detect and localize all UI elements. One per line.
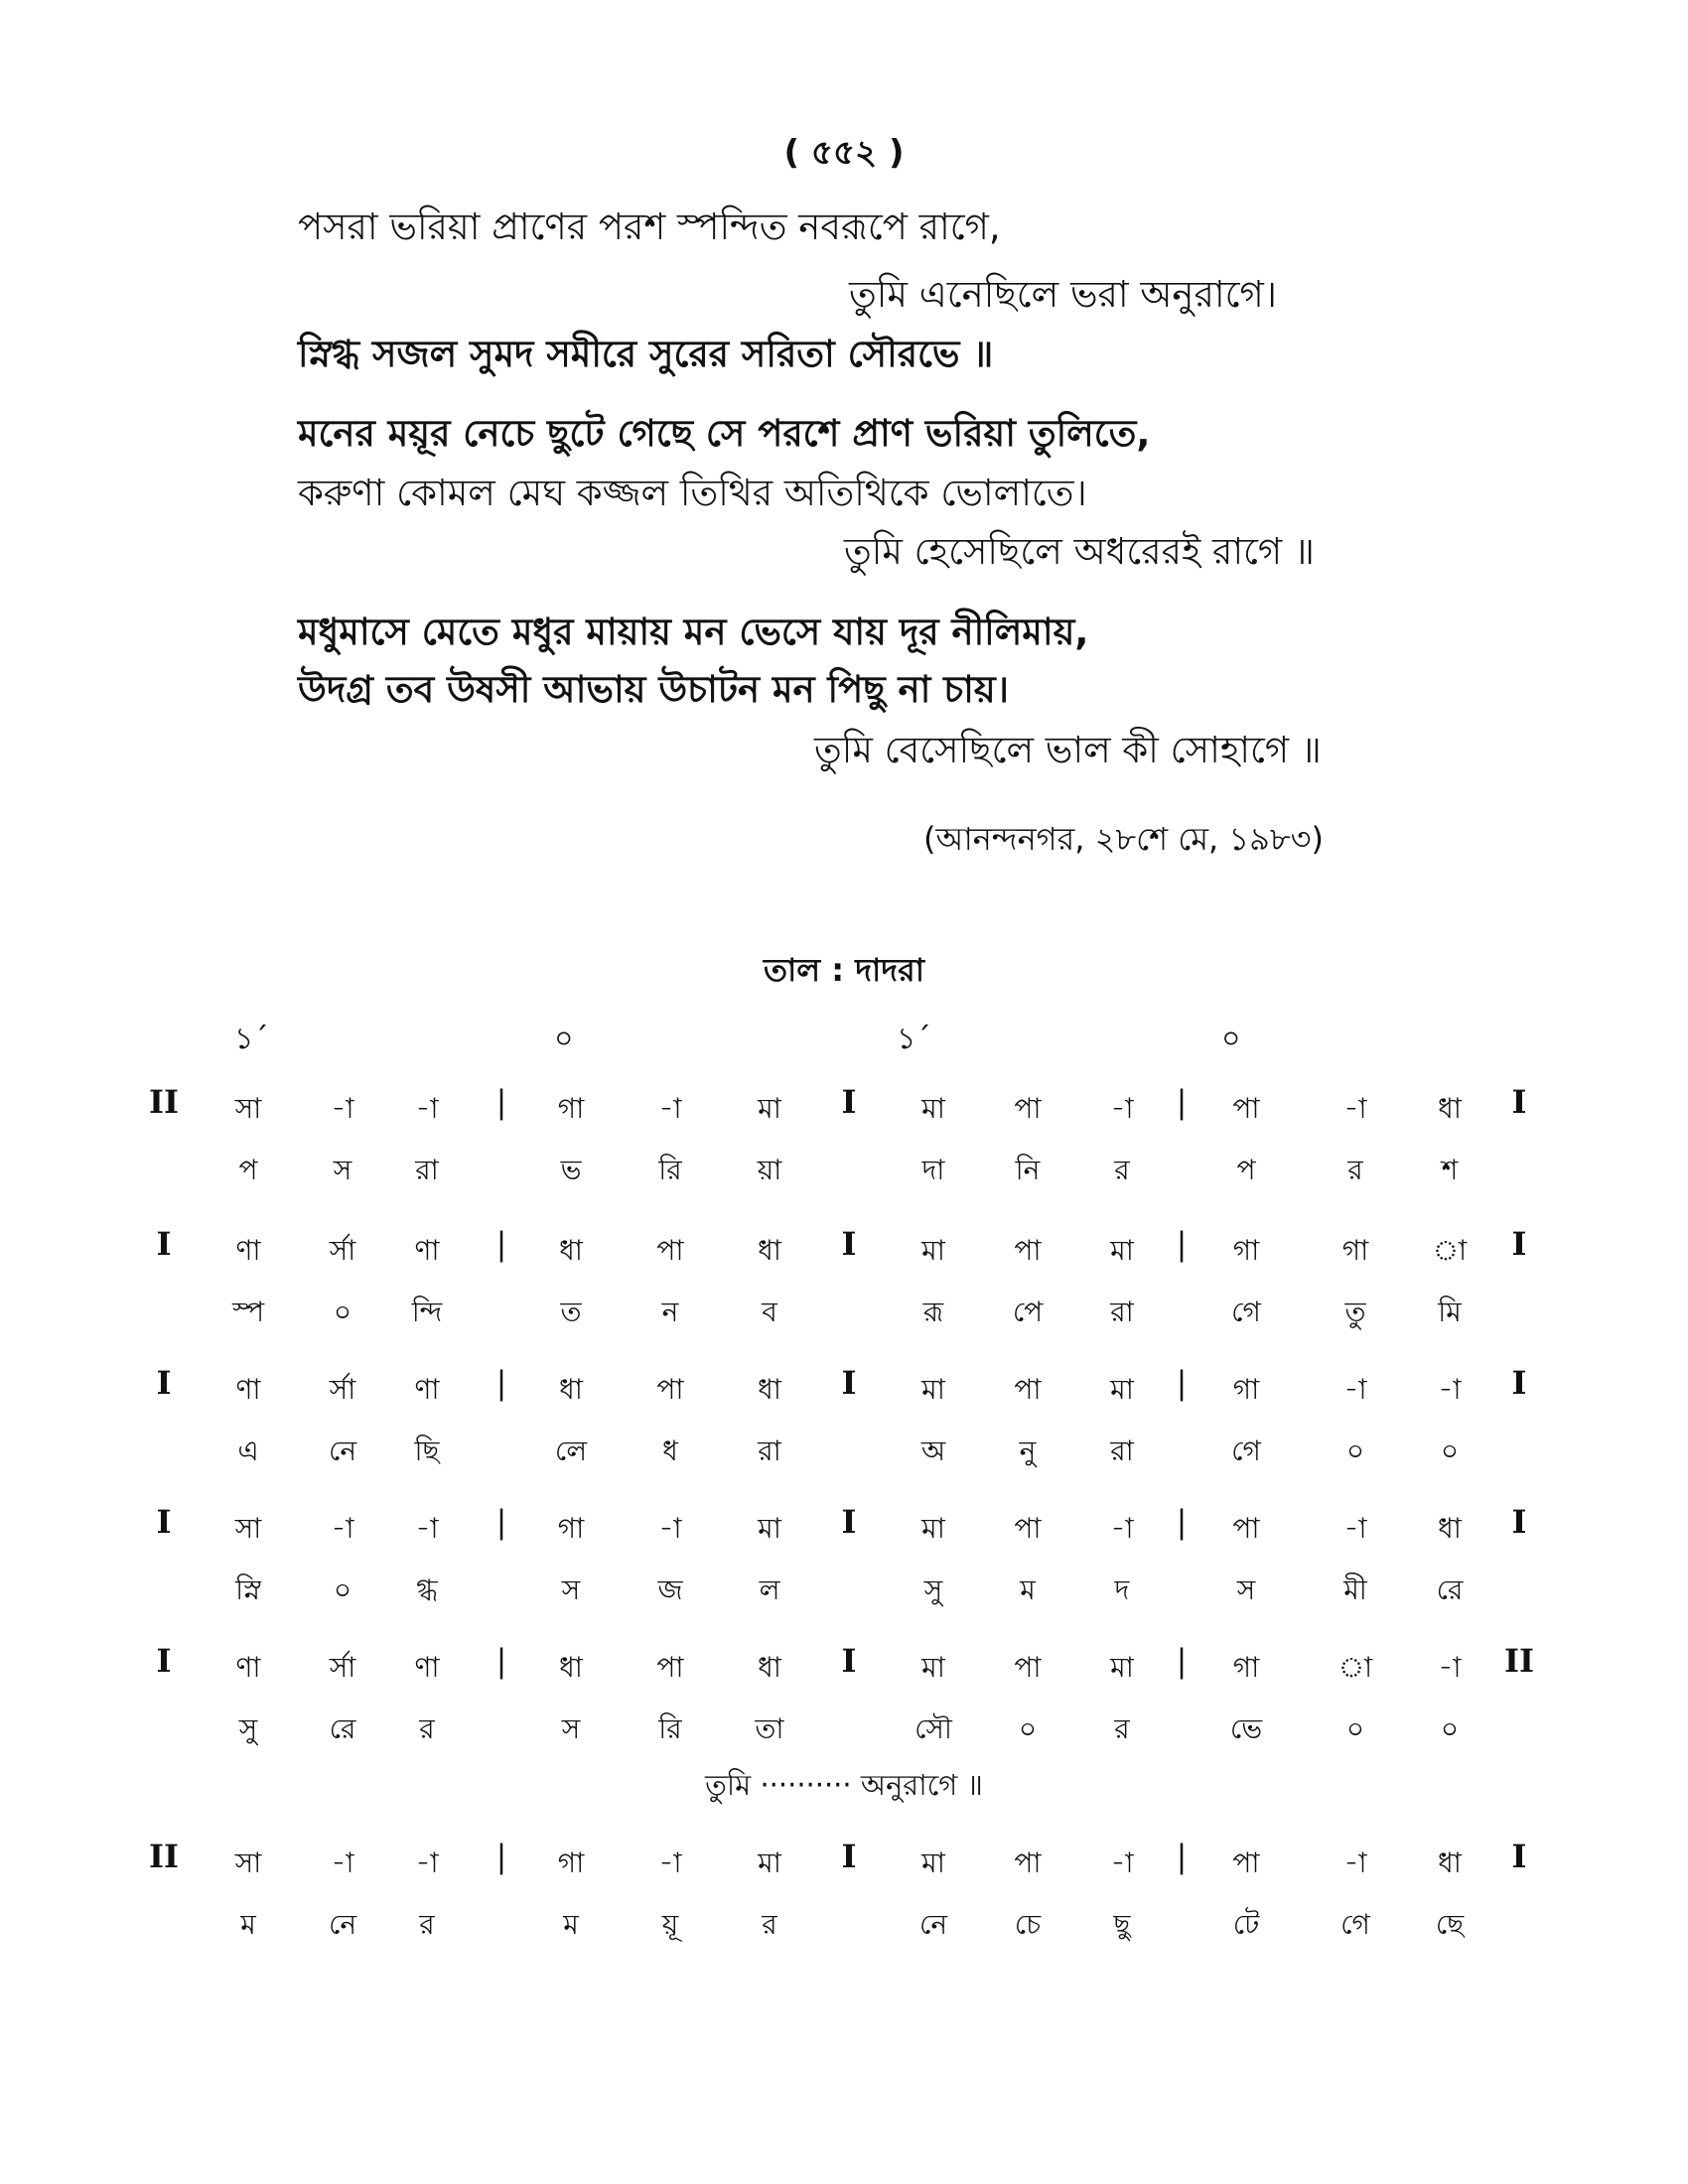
syllable-cell: ভ [560, 1154, 582, 1186]
syllable-cell: র [419, 1908, 435, 1941]
note-cell: -া [658, 1092, 682, 1125]
note-cell: -া [1438, 1651, 1462, 1684]
note-cell: পা [656, 1651, 684, 1684]
syllable-cell: পে [1012, 1296, 1044, 1328]
bar-start-marker: I [156, 1225, 172, 1263]
note-cell: ণা [414, 1234, 440, 1267]
syllable-cell: ছু [1113, 1908, 1131, 1941]
beat-separator: | [495, 1364, 507, 1402]
syllable-cell: স্প [231, 1296, 265, 1328]
syllable-cell: ০ [333, 1573, 352, 1606]
note-cell: ণা [414, 1373, 440, 1406]
note-cell: মা [921, 1373, 945, 1406]
note-cell: পা [1014, 1846, 1042, 1879]
note-cell: া [1432, 1234, 1468, 1267]
note-cell: গা [1232, 1373, 1260, 1406]
note-cell: -া [1438, 1373, 1462, 1406]
note-cell: মা [1110, 1234, 1134, 1267]
syllable-cell: রূ [922, 1296, 944, 1328]
note-cell: -া [1343, 1373, 1367, 1406]
note-cell: ণা [235, 1651, 261, 1684]
lyric-line: মনের ময়ূর নেচে ছুটে গেছে সে পরশে প্রাণ ভরিয়া তুলিতে, [298, 412, 1151, 455]
note-cell: ধা [1438, 1092, 1462, 1125]
syllable-cell: তা [755, 1712, 784, 1745]
bar-start-marker: I [156, 1503, 172, 1541]
lyric-line: উদগ্র তব উষসী আভায় উচাটন মন পিছু না চায়। [298, 668, 1009, 711]
syllable-cell: মী [1343, 1573, 1367, 1606]
note-cell: -া [415, 1512, 439, 1545]
lyric-line: তুমি এনেছিলে ভরা অনুরাগে। [849, 273, 1277, 316]
note-cell: -া [1343, 1512, 1367, 1545]
note-cell: গা [557, 1092, 585, 1125]
syllable-cell: রি [658, 1154, 682, 1186]
note-cell: ণা [235, 1373, 261, 1406]
beat-separator: | [1176, 1503, 1188, 1541]
syllable-cell: গ্ধ [416, 1573, 438, 1606]
note-cell: -া [1110, 1512, 1134, 1545]
syllable-cell: রা [758, 1434, 781, 1467]
syllable-cell: স [561, 1573, 581, 1606]
beat-separator: I [841, 1503, 857, 1541]
tal-label: তাল : দাদরা [764, 951, 924, 989]
bar-start-marker: I [156, 1642, 172, 1680]
syllable-cell: তু [1344, 1296, 1366, 1328]
syllable-cell: গে [1340, 1908, 1370, 1941]
beat-marker: ০ [554, 1022, 574, 1056]
syllable-cell: র [419, 1712, 435, 1745]
note-cell: মা [921, 1092, 945, 1125]
note-cell: সা [234, 1092, 262, 1125]
note-cell: মা [921, 1234, 945, 1267]
beat-separator: I [841, 1838, 857, 1875]
beat-marker: ০ [1221, 1022, 1241, 1056]
syllable-cell: ল [759, 1573, 780, 1606]
note-cell: ণা [235, 1234, 261, 1267]
note-cell: র্সা [329, 1373, 356, 1406]
beat-separator: I [841, 1225, 857, 1263]
syllable-cell: এ [237, 1434, 259, 1467]
note-cell: মা [758, 1512, 781, 1545]
syllable-cell: স [561, 1712, 581, 1745]
syllable-cell: দা [921, 1154, 945, 1186]
syllable-cell: রে [329, 1712, 356, 1745]
syllable-cell: নে [328, 1908, 357, 1941]
bar-end-marker: I [1511, 1083, 1527, 1121]
bar-start-marker: II [149, 1083, 179, 1121]
syllable-cell: অ [920, 1434, 946, 1467]
syllable-cell: ম [1020, 1573, 1036, 1606]
note-cell: পা [1014, 1651, 1042, 1684]
note-cell: -া [415, 1846, 439, 1879]
note-cell: মা [921, 1512, 945, 1545]
syllable-cell: ০ [1345, 1712, 1365, 1745]
syllable-cell: য়া [757, 1154, 782, 1186]
page-number: ( ৫৫২ ) [783, 133, 905, 173]
note-cell: ধা [559, 1234, 583, 1267]
syllable-cell: সৌ [914, 1712, 952, 1745]
note-cell: গা [557, 1512, 585, 1545]
syllable-cell: নি [1015, 1154, 1041, 1186]
syllable-cell: গে [1231, 1434, 1261, 1467]
syllable-cell: লে [554, 1434, 588, 1467]
beat-separator: I [841, 1083, 857, 1121]
beat-separator: | [495, 1083, 507, 1121]
note-cell: ধা [1438, 1846, 1462, 1879]
note-cell: া [1337, 1651, 1373, 1684]
note-cell: পা [1014, 1512, 1042, 1545]
note-cell: -া [658, 1512, 682, 1545]
beat-separator: | [1176, 1642, 1188, 1680]
note-cell: ধা [758, 1373, 781, 1406]
syllable-cell: ০ [1018, 1712, 1038, 1745]
syllable-cell: মি [1438, 1296, 1462, 1328]
syllable-cell: স [1236, 1573, 1256, 1606]
syllable-cell: য়ূ [661, 1908, 679, 1941]
note-cell: -া [658, 1846, 682, 1879]
beat-separator: | [1176, 1083, 1188, 1121]
note-cell: পা [656, 1234, 684, 1267]
note-cell: -া [415, 1092, 439, 1125]
bar-end-marker: II [1504, 1642, 1534, 1680]
note-cell: -া [331, 1846, 354, 1879]
syllable-cell: রা [1110, 1434, 1134, 1467]
beat-separator: | [1176, 1838, 1188, 1875]
syllable-cell: গে [1231, 1296, 1261, 1328]
note-cell: মা [758, 1092, 781, 1125]
syllable-cell: ত [560, 1296, 582, 1328]
syllable-cell: শ [1441, 1154, 1459, 1186]
note-cell: -া [1343, 1092, 1367, 1125]
syllable-cell: ন্দি [411, 1296, 443, 1328]
syllable-cell: ০ [1440, 1434, 1460, 1467]
syllable-cell: রা [1110, 1296, 1134, 1328]
note-cell: পা [1232, 1512, 1260, 1545]
bar-end-marker: I [1511, 1364, 1527, 1402]
syllable-cell: রে [1436, 1573, 1464, 1606]
beat-separator: | [1176, 1225, 1188, 1263]
note-cell: -া [331, 1512, 354, 1545]
note-cell: মা [921, 1846, 945, 1879]
note-cell: গা [557, 1846, 585, 1879]
syllable-cell: র [762, 1908, 777, 1941]
beat-marker: ১´ [234, 1022, 269, 1056]
lyric-line: স্নিগ্ধ সজল সুমদ সমীরে সুরের সরিতা সৌরভে ॥ [298, 333, 994, 375]
syllable-cell: র [1114, 1712, 1130, 1745]
note-cell: পা [656, 1373, 684, 1406]
note-cell: ধা [758, 1651, 781, 1684]
bar-end-marker: I [1511, 1503, 1527, 1541]
lyric-line: করুণা কোমল মেঘ কজ্জল তিথির অতিথিকে ভোলাতে। [298, 472, 1087, 514]
bar-start-marker: I [156, 1364, 172, 1402]
note-cell: পা [1014, 1092, 1042, 1125]
syllable-cell: নে [918, 1908, 948, 1941]
syllable-cell: ম [240, 1908, 256, 1941]
syllable-cell: সু [238, 1712, 258, 1745]
note-cell: মা [1110, 1651, 1134, 1684]
syllable-cell: স্নি [235, 1573, 261, 1606]
refrain-reference: তুমি ·········· অনুরাগে ॥ [705, 1768, 983, 1802]
note-cell: পা [1014, 1373, 1042, 1406]
syllable-cell: চে [1014, 1908, 1042, 1941]
lyric-line: তুমি বেসেছিলে ভাল কী সোহাগে ॥ [814, 729, 1322, 771]
bar-end-marker: I [1511, 1225, 1527, 1263]
beat-separator: | [495, 1838, 507, 1875]
note-cell: পা [1232, 1846, 1260, 1879]
lyric-line: তুমি হেসেছিলে অধরেরই রাগে ॥ [844, 530, 1315, 573]
syllable-cell: জ [657, 1573, 683, 1606]
syllable-cell: ব [762, 1296, 777, 1328]
syllable-cell: ন [661, 1296, 679, 1328]
beat-separator: | [1176, 1364, 1188, 1402]
bar-end-marker: I [1511, 1838, 1527, 1875]
note-cell: -া [1110, 1846, 1134, 1879]
syllable-cell: রা [415, 1154, 439, 1186]
syllable-cell: সু [923, 1573, 943, 1606]
syllable-cell: ম [563, 1908, 579, 1941]
note-cell: পা [1232, 1092, 1260, 1125]
syllable-cell: ছি [414, 1434, 440, 1467]
note-cell: -া [331, 1092, 354, 1125]
note-cell: -া [1110, 1092, 1134, 1125]
bar-start-marker: II [149, 1838, 179, 1875]
syllable-cell: র [1347, 1154, 1363, 1186]
note-cell: গা [1232, 1651, 1260, 1684]
note-cell: সা [234, 1846, 262, 1879]
place-date: (আনন্দনগর, ২৮শে মে, ১৯৮৩) [923, 820, 1324, 858]
note-cell: মা [921, 1651, 945, 1684]
note-cell: মা [758, 1846, 781, 1879]
beat-marker: ১´ [897, 1022, 931, 1056]
note-cell: পা [1014, 1234, 1042, 1267]
beat-separator: | [495, 1642, 507, 1680]
syllable-cell: প [238, 1154, 258, 1186]
note-cell: গা [1341, 1234, 1369, 1267]
note-cell: -া [1343, 1846, 1367, 1879]
syllable-cell: ধ [662, 1434, 678, 1467]
syllable-cell: স [333, 1154, 352, 1186]
syllable-cell: ভে [1229, 1712, 1263, 1745]
beat-separator: I [841, 1642, 857, 1680]
lyric-line: পসরা ভরিয়া প্রাণের পরশ স্পন্দিত নবরূপে রাগে, [298, 205, 1001, 248]
syllable-cell: টে [1232, 1908, 1260, 1941]
beat-separator: | [495, 1225, 507, 1263]
note-cell: র্সা [329, 1234, 356, 1267]
note-cell: র্সা [329, 1651, 356, 1684]
syllable-cell: নু [1019, 1434, 1037, 1467]
syllable-cell: ০ [1345, 1434, 1365, 1467]
syllable-cell: ০ [333, 1296, 352, 1328]
note-cell: ধা [559, 1651, 583, 1684]
syllable-cell: রি [658, 1712, 682, 1745]
syllable-cell: নে [328, 1434, 357, 1467]
note-cell: ণা [414, 1651, 440, 1684]
syllable-cell: প [1236, 1154, 1256, 1186]
beat-separator: I [841, 1364, 857, 1402]
note-cell: মা [1110, 1373, 1134, 1406]
note-cell: গা [1232, 1234, 1260, 1267]
syllable-cell: র [1114, 1154, 1130, 1186]
beat-separator: | [495, 1503, 507, 1541]
lyric-line: মধুমাসে মেতে মধুর মায়ায় মন ভেসে যায় দূর নীলিমায়, [298, 611, 1089, 653]
note-cell: ধা [1438, 1512, 1462, 1545]
note-cell: ধা [758, 1234, 781, 1267]
note-cell: ধা [559, 1373, 583, 1406]
syllable-cell: ০ [1440, 1712, 1460, 1745]
syllable-cell: দ [1114, 1573, 1130, 1606]
note-cell: সা [234, 1512, 262, 1545]
syllable-cell: ছে [1435, 1908, 1465, 1941]
